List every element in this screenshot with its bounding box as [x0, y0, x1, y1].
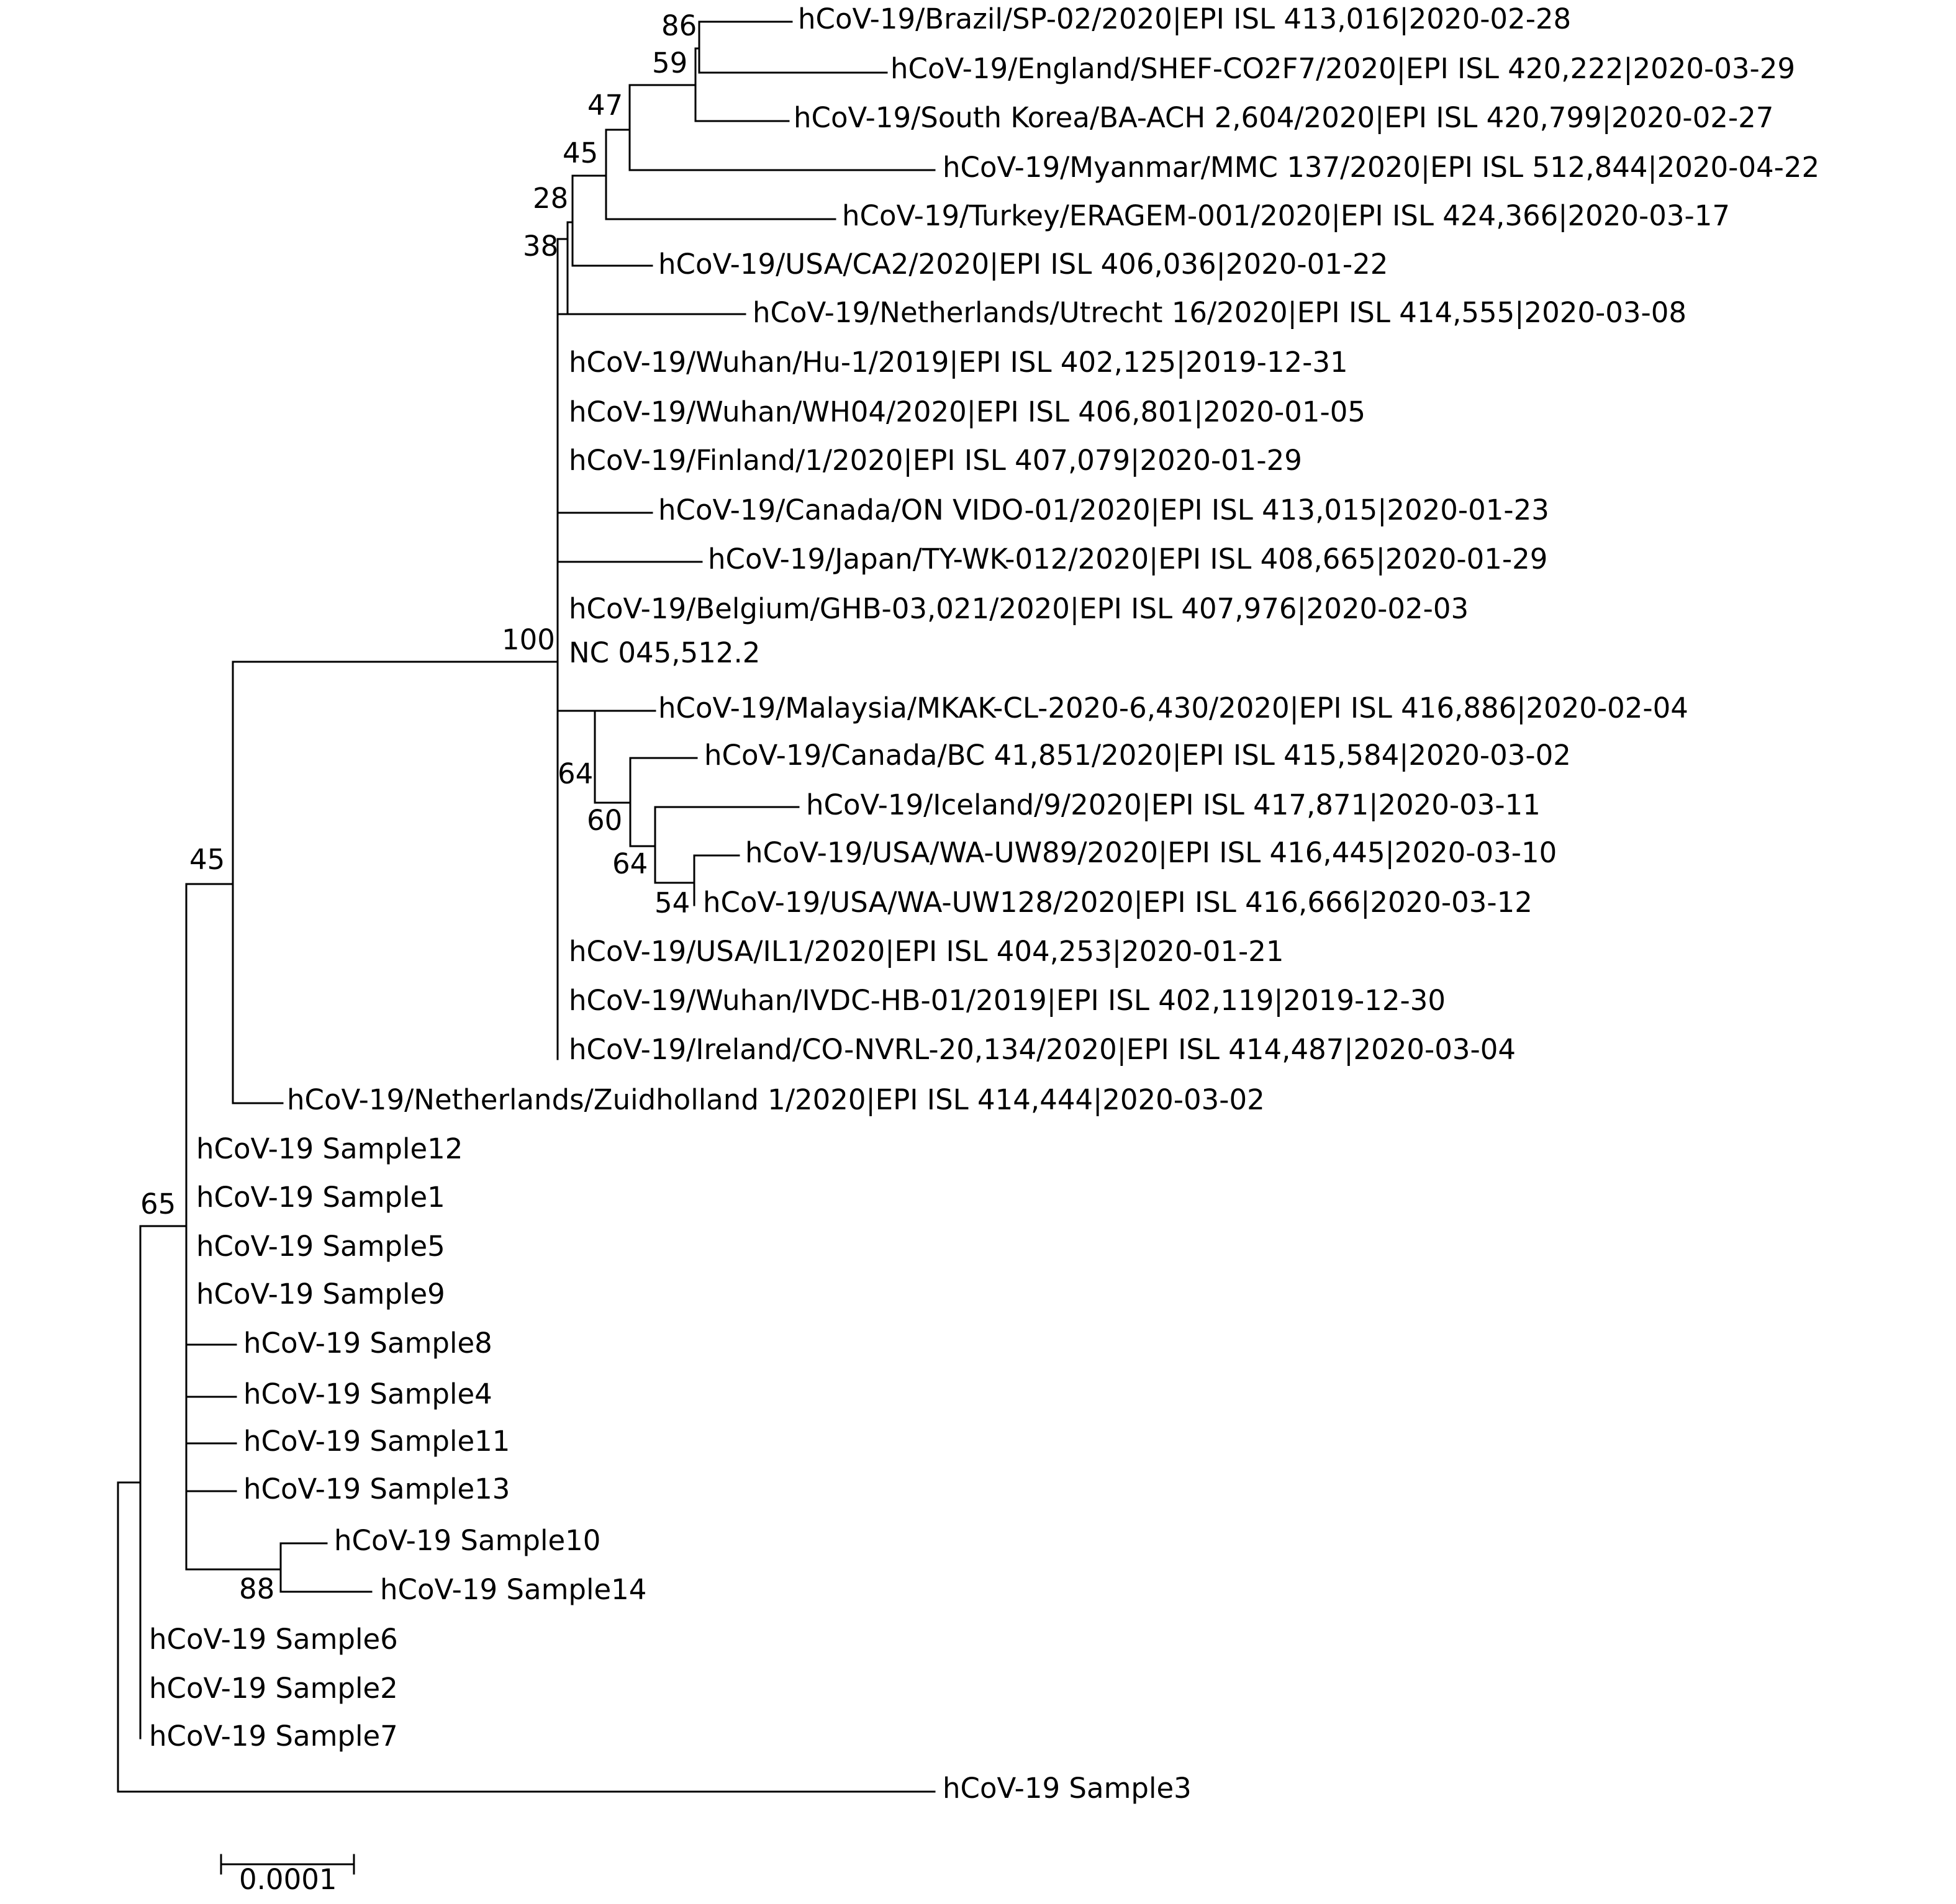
- bootstrap-value: 38: [523, 230, 559, 263]
- bootstrap-value: 45: [563, 137, 599, 169]
- leaf-label: NC 045,512.2: [569, 636, 761, 669]
- leaf-label: hCoV-19/USA/IL1/2020|EPI ISL 404,253|2020-01-21: [569, 935, 1284, 968]
- leaf-label: hCoV-19/Ireland/CO-NVRL-20,134/2020|EPI ISL 414,487|2020-03-04: [569, 1033, 1516, 1066]
- bootstrap-labels: [140, 9, 697, 1605]
- bootstrap-value: 64: [612, 847, 648, 880]
- leaf-label: hCoV-19/England/SHEF-CO2F7/2020|EPI ISL 420,222|2020-03-29: [890, 52, 1796, 85]
- leaf-label: hCoV-19/Wuhan/Hu-1/2019|EPI ISL 402,125|2019-12-31: [569, 346, 1348, 379]
- bootstrap-value: 88: [239, 1572, 275, 1605]
- bootstrap-value: 54: [654, 887, 690, 919]
- leaf-label: hCoV-19/Iceland/9/2020|EPI ISL 417,871|2020-03-11: [806, 788, 1541, 821]
- leaf-label: hCoV-19/Canada/BC 41,851/2020|EPI ISL 415,584|2020-03-02: [704, 739, 1571, 772]
- leaf-label: hCoV-19/Belgium/GHB-03,021/2020|EPI ISL 407,976|2020-02-03: [569, 592, 1469, 625]
- leaf-label: hCoV-19/Brazil/SP-02/2020|EPI ISL 413,016|2020-02-28: [798, 2, 1572, 35]
- leaf-label: hCoV-19 Sample8: [243, 1327, 492, 1360]
- bootstrap-value: 100: [502, 623, 555, 656]
- leaf-label: hCoV-19/Myanmar/MMC 137/2020|EPI ISL 512,844|2020-04-22: [943, 151, 1820, 184]
- leaf-label: hCoV-19 Sample3: [943, 1772, 1192, 1805]
- scale-bar-label: 0.0001: [239, 1863, 337, 1896]
- leaf-label: hCoV-19 Sample13: [243, 1473, 510, 1505]
- leaf-label: hCoV-19/Netherlands/Utrecht 16/2020|EPI ISL 414,555|2020-03-08: [753, 296, 1687, 329]
- leaf-label: hCoV-19/USA/WA-UW128/2020|EPI ISL 416,666|2020-03-12: [703, 886, 1533, 919]
- leaf-label: hCoV-19 Sample14: [380, 1573, 647, 1606]
- bootstrap-value: 28: [533, 182, 569, 215]
- leaf-label: hCoV-19 Sample11: [243, 1425, 510, 1458]
- leaf-label: hCoV-19/Finland/1/2020|EPI ISL 407,079|2020-01-29: [569, 444, 1302, 477]
- leaf-label: hCoV-19 Sample1: [196, 1181, 445, 1214]
- leaf-label: hCoV-19/Wuhan/WH04/2020|EPI ISL 406,801|2020-01-05: [569, 395, 1366, 428]
- leaf-label: hCoV-19/USA/CA2/2020|EPI ISL 406,036|2020-01-22: [658, 248, 1388, 281]
- leaf-label: hCoV-19/Japan/TY-WK-012/2020|EPI ISL 408,665|2020-01-29: [708, 543, 1548, 575]
- leaf-label: hCoV-19 Sample6: [149, 1623, 398, 1656]
- leaf-label: hCoV-19 Sample12: [196, 1132, 463, 1165]
- leaf-label: hCoV-19/Netherlands/Zuidholland 1/2020|EPI ISL 414,444|2020-03-02: [287, 1083, 1265, 1116]
- bootstrap-value: 86: [661, 9, 697, 42]
- bootstrap-value: 65: [140, 1188, 176, 1220]
- bootstrap-value: 60: [587, 804, 623, 837]
- leaf-label: hCoV-19/Wuhan/IVDC-HB-01/2019|EPI ISL 402,119|2019-12-30: [569, 984, 1446, 1017]
- bootstrap-value: 64: [558, 757, 594, 790]
- bootstrap-value: 45: [189, 843, 225, 876]
- leaf-labels: [149, 2, 1819, 1805]
- bootstrap-value: 47: [587, 89, 623, 122]
- leaf-label: hCoV-19 Sample2: [149, 1672, 398, 1705]
- leaf-label: hCoV-19 Sample7: [149, 1720, 398, 1753]
- leaf-label: hCoV-19 Sample10: [334, 1524, 601, 1557]
- leaf-label: hCoV-19/Canada/ON VIDO-01/2020|EPI ISL 413,015|2020-01-23: [658, 494, 1549, 526]
- leaf-label: hCoV-19/USA/WA-UW89/2020|EPI ISL 416,445|2020-03-10: [745, 836, 1557, 869]
- scale-bar: [221, 1855, 354, 1896]
- leaf-label: hCoV-19/Turkey/ERAGEM-001/2020|EPI ISL 424,366|2020-03-17: [842, 199, 1730, 232]
- leaf-label: hCoV-19/South Korea/BA-ACH 2,604/2020|EPI ISL 420,799|2020-02-27: [794, 101, 1774, 134]
- leaf-label: hCoV-19 Sample4: [243, 1378, 492, 1410]
- leaf-label: hCoV-19 Sample5: [196, 1230, 445, 1263]
- leaf-label: hCoV-19/Malaysia/MKAK-CL-2020-6,430/2020|EPI ISL 416,886|2020-02-04: [658, 692, 1688, 724]
- leaf-label: hCoV-19 Sample9: [196, 1278, 445, 1311]
- bootstrap-value: 59: [652, 47, 688, 79]
